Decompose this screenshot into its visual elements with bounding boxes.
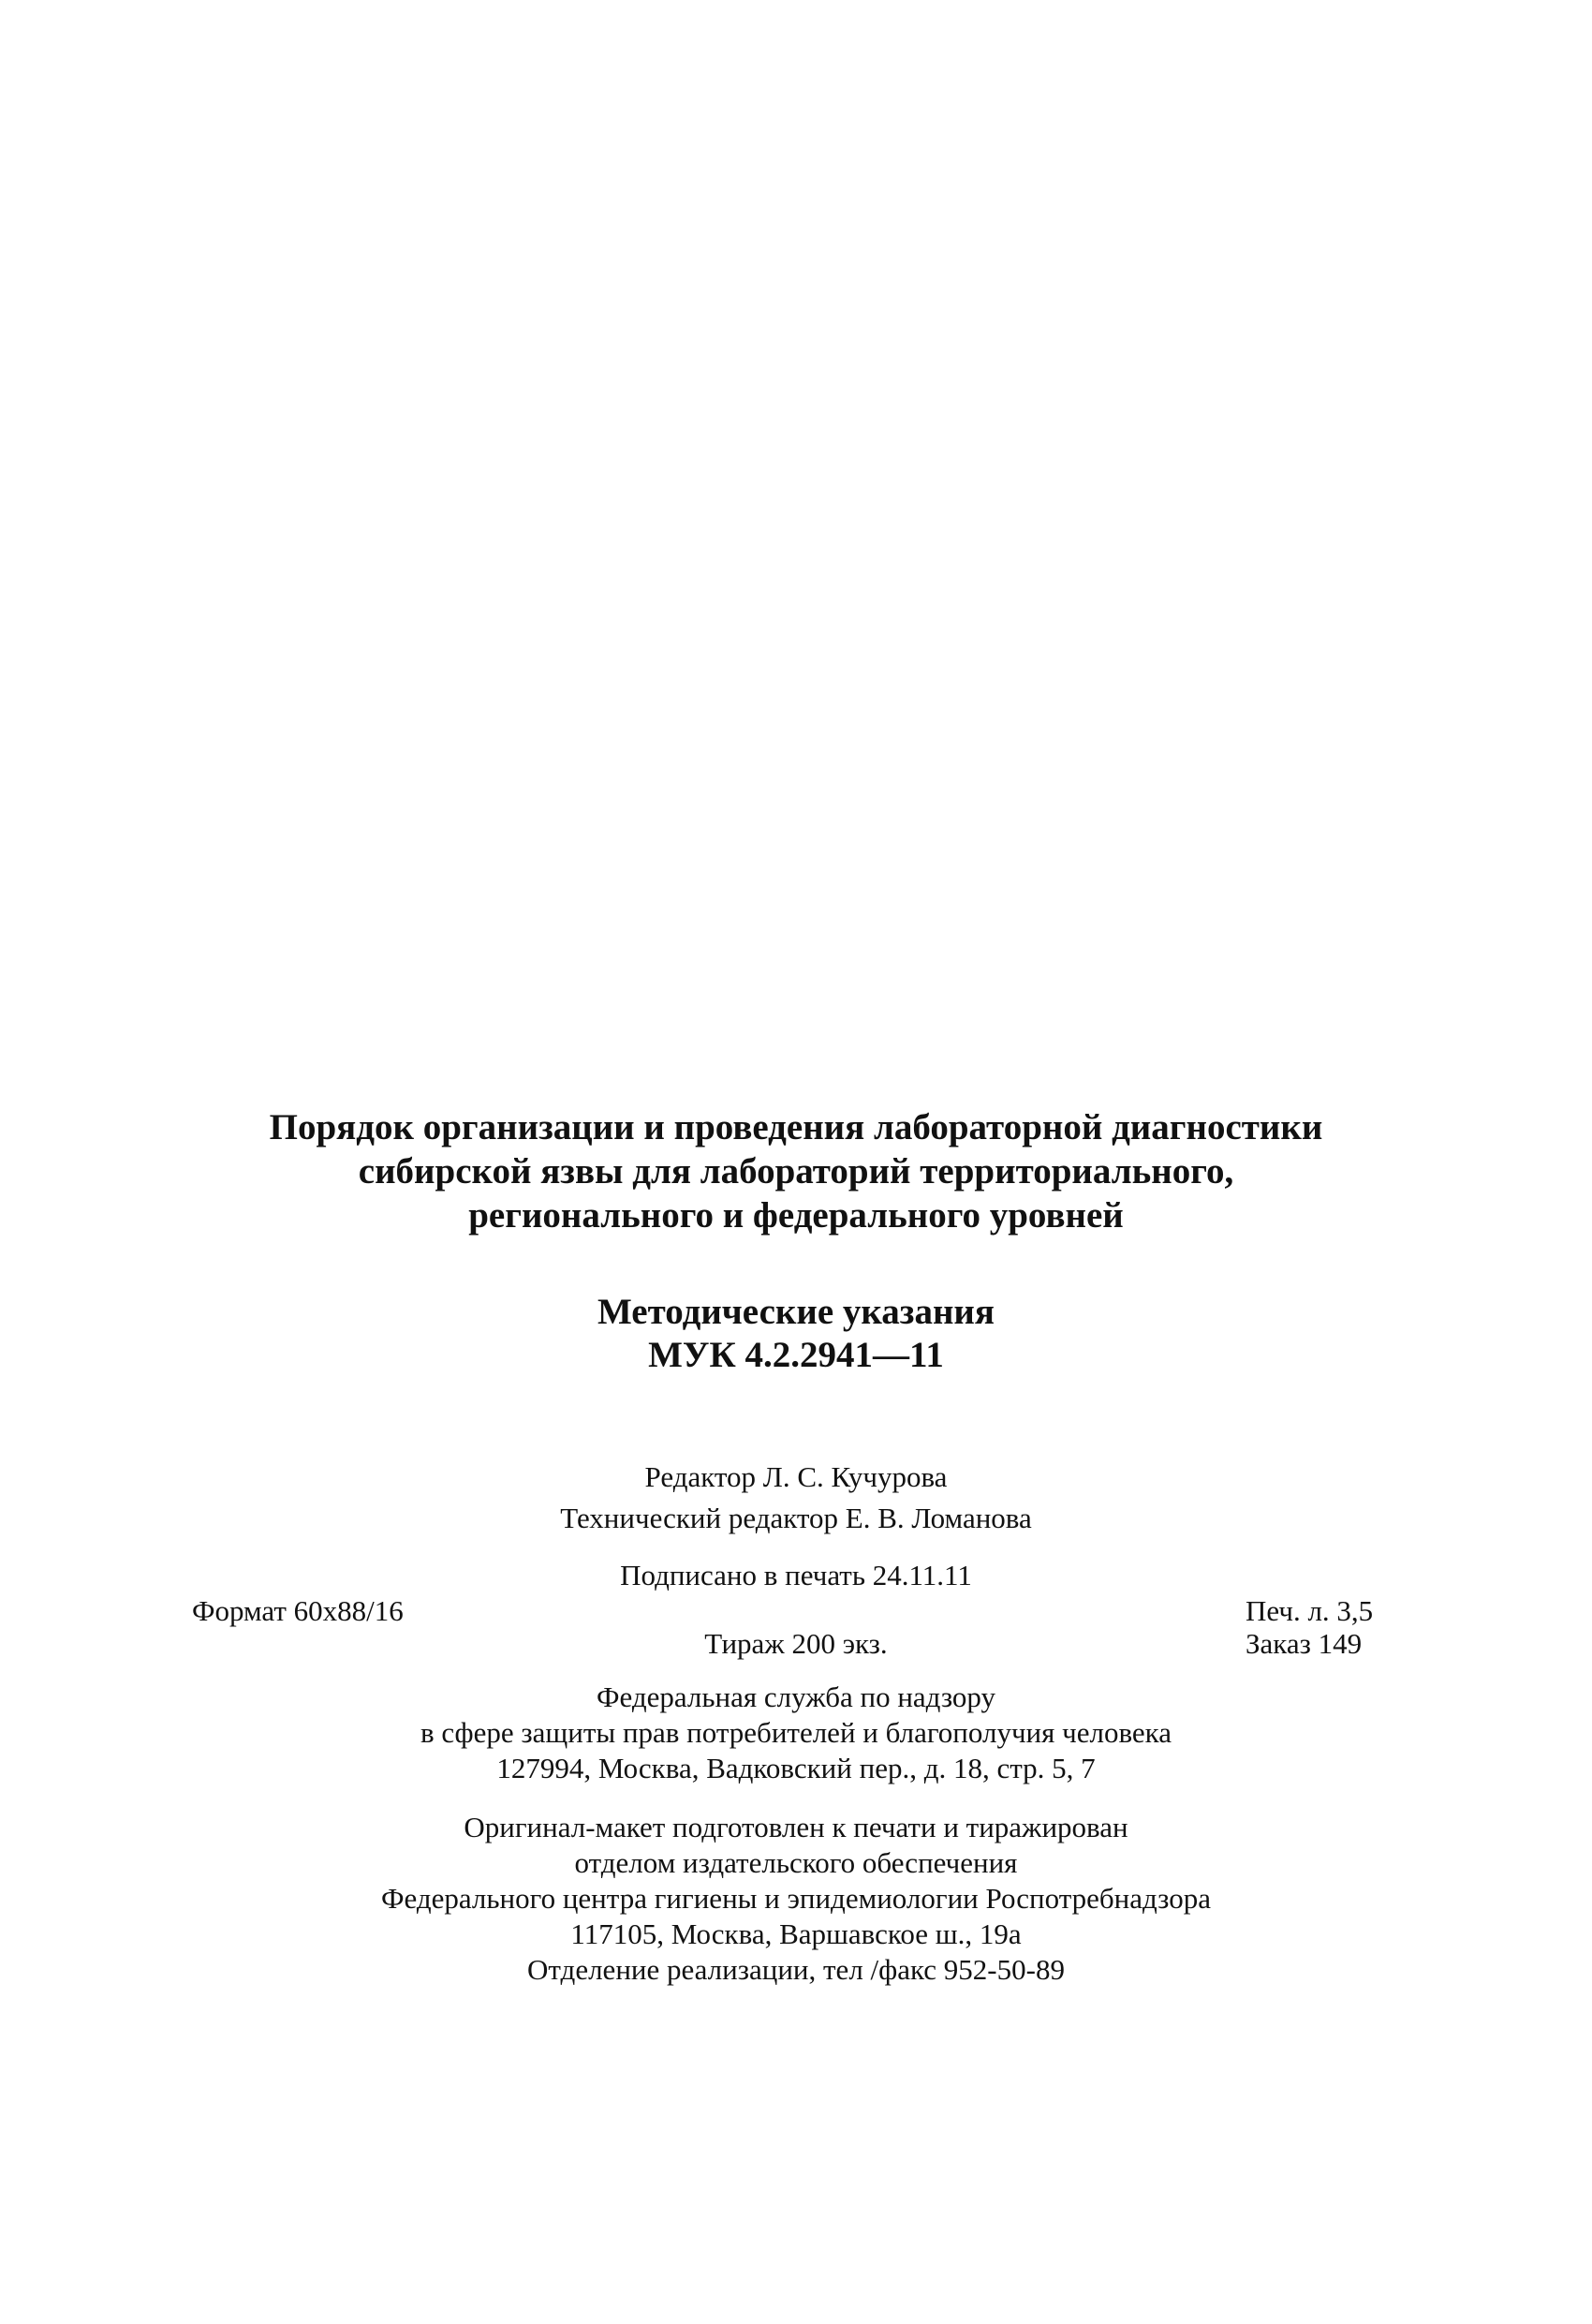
title-line: сибирской язвы для лабораторий территориального, xyxy=(358,1151,1234,1192)
title-line: регионального и федерального уровней xyxy=(468,1195,1124,1236)
printed-sheets: Печ. л. 3,5 xyxy=(1246,1594,1374,1627)
printer-address: 117105, Москва, Варшавское ш., 19а xyxy=(570,1917,1022,1950)
printer-line: отделом издательского обеспечения xyxy=(574,1846,1018,1879)
signed-date: Подписано в печать 24.11.11 xyxy=(620,1559,972,1591)
printer-block xyxy=(0,1810,1592,1988)
document-title xyxy=(0,1105,1592,1237)
publisher-address: 127994, Москва, Вадковский пер., д. 18, стр. 5, 7 xyxy=(496,1752,1096,1784)
editor-line: Редактор Л. С. Кучурова xyxy=(644,1460,948,1493)
print-run: Тираж 200 экз. xyxy=(704,1627,888,1660)
publisher-line: в сфере защиты прав потребителей и благополучия человека xyxy=(420,1716,1172,1749)
sales-contact: Отделение реализации, тел /факс 952-50-89 xyxy=(527,1953,1065,1986)
document-code: МУК 4.2.2941—11 xyxy=(648,1335,944,1375)
printer-line: Оригинал-макет подготовлен к печати и тиражирован xyxy=(464,1811,1128,1843)
document-subtitle xyxy=(0,1291,1592,1377)
paper-format: Формат 60x88/16 xyxy=(192,1594,404,1627)
publisher-line: Федеральная служба по надзору xyxy=(597,1680,995,1713)
title-line: Порядок организации и проведения лабораторной диагностики xyxy=(269,1107,1323,1147)
publisher-block xyxy=(0,1680,1592,1786)
tech-editor-line: Технический редактор Е. В. Ломанова xyxy=(560,1502,1032,1534)
document-type: Методические указания xyxy=(597,1292,995,1332)
editors-block xyxy=(0,1457,1592,1539)
order-number: Заказ 149 xyxy=(1246,1627,1363,1660)
printer-line: Федерального центра гигиены и эпидемиологии Роспотребнадзора xyxy=(381,1882,1211,1915)
